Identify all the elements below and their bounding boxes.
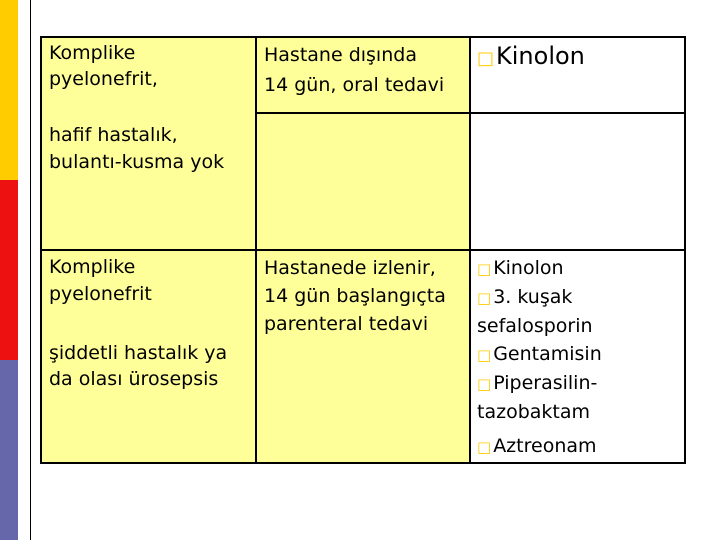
bullet-continuation: sefalosporin — [477, 315, 593, 337]
table-divider-col2 — [469, 36, 471, 464]
cell-r2-c3 — [470, 112, 686, 250]
text-line: pyelonefrit — [49, 283, 152, 305]
square-bullet-icon: □ — [477, 260, 492, 278]
square-bullet-icon: □ — [477, 346, 492, 364]
bullet-item — [477, 254, 602, 283]
bullet-item — [477, 283, 602, 312]
table-divider-col1 — [255, 36, 257, 464]
r3-c1a-text — [49, 254, 152, 308]
text-line: 14 gün başlangıçta — [264, 285, 446, 307]
table-border-left — [40, 36, 42, 464]
bullet-text: Kinolon — [496, 42, 585, 70]
text-line: hafif hastalık, — [49, 124, 178, 146]
r1-c1-text — [49, 40, 158, 92]
r2-c1-text — [49, 122, 224, 176]
bullet-text: Aztreonam — [493, 435, 597, 457]
text-line: Hastane dışında — [264, 44, 417, 66]
square-bullet-icon: □ — [477, 289, 492, 307]
r1-c3-text — [477, 41, 585, 74]
text-line: Komplike — [49, 42, 136, 64]
accent-bar-purple — [0, 360, 18, 540]
text-line: şiddetli hastalık ya — [49, 342, 228, 364]
r3-c2-text — [264, 254, 446, 338]
bullet-text: Piperasilin- — [493, 372, 598, 394]
accent-bar-yellow — [0, 0, 18, 180]
table-border-bottom — [40, 462, 686, 464]
r3-c1b-text — [49, 340, 227, 392]
bullet-item — [477, 340, 602, 369]
r3-c3-text — [477, 254, 602, 461]
text-line: Komplike — [49, 256, 136, 278]
table-divider-row1 — [256, 112, 686, 114]
bullet-text: Gentamisin — [493, 343, 602, 365]
r1-c2-text — [264, 40, 444, 100]
bullet-text: 3. kuşak — [493, 286, 573, 308]
text-line: pyelonefrit, — [49, 68, 158, 90]
text-line: Hastanede izlenir, — [264, 257, 436, 279]
bullet-item — [477, 369, 602, 398]
bullet-item — [477, 41, 585, 74]
square-bullet-icon: □ — [477, 48, 495, 69]
bullet-item — [477, 432, 602, 461]
bullet-text: Kinolon — [493, 257, 564, 279]
square-bullet-icon: □ — [477, 375, 492, 393]
cell-r2-c2 — [256, 112, 470, 250]
text-line: bulantı-kusma yok — [49, 151, 225, 173]
treatment-table — [40, 36, 686, 464]
text-line: 14 gün, oral tedavi — [264, 74, 445, 96]
accent-bar-red — [0, 180, 18, 360]
text-line: da olası ürosepsis — [49, 368, 219, 390]
table-border-right — [684, 36, 686, 464]
bullet-continuation: tazobaktam — [477, 401, 590, 423]
text-line: parenteral tedavi — [264, 313, 429, 335]
table-divider-row2 — [40, 249, 686, 251]
square-bullet-icon: □ — [477, 438, 492, 456]
table-border-top — [40, 36, 686, 38]
accent-vertical-line — [30, 0, 31, 540]
